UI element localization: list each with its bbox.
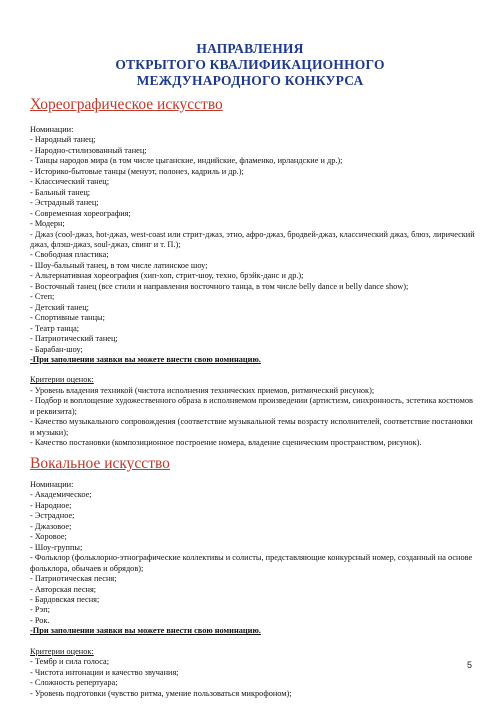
list-item: - Шоу-бальный танец, в том числе латинское шоу; (30, 260, 208, 270)
title-line-2: ОТКРЫТОГО КВАЛИФИКАЦИОННОГО (115, 57, 385, 72)
list-item: - Джазовое; (30, 521, 72, 531)
custom-nomination-note: -При заполнении заявки вы можете внести свою номинацию. (30, 626, 261, 636)
criteria-label: Критерии оценок: (30, 375, 94, 385)
list-item: - Качество музыкального сопровождения (соответствие музыкальной темы возрасту исполнителей, соответствие постановки и музыки); (30, 417, 473, 437)
list-item: - Тембр и сила голоса; (30, 657, 110, 667)
list-item: - Восточный танец (все стили и направления восточного танца, в том числе belly dance и belly dance show); (30, 281, 409, 291)
list-item: - Подбор и воплощение художественного образа в исполняемом произведении (артистизм, синхронность, эстетика костюмов и реквизита); (30, 396, 473, 416)
list-item: - Фольклор (фольклорно-этнографические коллективы и солисты, представляющие конкурсный номер, созданный на основе фольклора, обычаев и обрядов); (30, 553, 473, 573)
list-item: - Хоровое; (30, 532, 67, 542)
list-item: - Чистота интонации и качество звучания; (30, 667, 179, 677)
list-item: - Шоу-группы; (30, 542, 83, 552)
list-item: - Театр танца; (30, 323, 80, 333)
list-item: - Качество постановки (композиционное построение номера, владение сценическим пространством, рисунок). (30, 438, 422, 448)
list-item: - Патриотический танец; (30, 334, 118, 344)
criteria-label: Критерии оценок: (30, 646, 94, 656)
section-heading-choreography: Хореографическое искусство (30, 96, 223, 113)
list-item: - Современная хореография; (30, 208, 131, 218)
list-item: - Альтернативная хореография (хип-хоп, стрит-шоу, техно, брэйк-данс и др.); (30, 271, 304, 281)
list-item: - Эстрадное; (30, 511, 75, 521)
list-item: - Бальный танец; (30, 187, 91, 197)
title-line-1: НАПРАВЛЕНИЯ (196, 41, 304, 56)
list-item: - Классический танец; (30, 177, 110, 187)
section-heading-vocal: Вокальное искусство (30, 455, 170, 472)
list-item: - Уровень подготовки (чувство ритма, умение пользоваться микрофоном); (30, 688, 292, 698)
list-item: - Авторская песня; (30, 584, 97, 594)
list-item: - Бардовская песня; (30, 594, 100, 604)
list-item: - Академическое; (30, 490, 92, 500)
list-item: - Сложность репертуара; (30, 678, 118, 688)
list-item: - Патриотическая песня; (30, 574, 117, 584)
title-line-3: МЕЖДУНАРОДНОГО КОНКУРСА (136, 73, 364, 88)
list-item: - Танцы народов мира (в том числе цыганские, индийские, фламенко, ирландские и др.); (30, 156, 343, 166)
list-item: - Свободная пластика; (30, 250, 109, 260)
list-item: - Модерн; (30, 219, 65, 229)
custom-nomination-note: -При заполнении заявки вы можете внести свою номинацию. (30, 354, 261, 364)
nominations-label: Номинации: (30, 125, 74, 134)
list-item: - Рэп; (30, 605, 50, 615)
nominations-label: Номинации: (30, 480, 74, 489)
list-item: - Уровень владения техникой (чистота исполнения технических приемов, ритмический рисунок); (30, 385, 375, 395)
list-item: - Джаз (cool-джаз, hot-джаз, west-coast или стрит-джаз, этно, афро-джаз, бродвей-джаз, классический джаз, блюз, лирический джаз, флэш-джаз, soul-джаз, свинг и т. П.); (30, 229, 475, 249)
list-item: - Народное; (30, 500, 72, 510)
document-title (0, 41, 500, 89)
list-item: - Детский танец; (30, 302, 89, 312)
page-number: 5 (466, 660, 472, 670)
list-item: - Народно-стилизованный танец; (30, 145, 147, 155)
list-item: - Эстрадный танец; (30, 198, 99, 208)
section-choreography (30, 125, 475, 449)
list-item: - Спортивные танцы; (30, 313, 105, 323)
list-item: - Степ; (30, 292, 55, 302)
list-item: - Рок. (30, 615, 50, 625)
list-item: - Народный танец; (30, 135, 96, 145)
section-vocal (30, 480, 475, 699)
list-item: - Барабан-шоу; (30, 344, 83, 354)
list-item: - Историко-бытовые танцы (менуэт, полонез, кадриль и др.); (30, 166, 244, 176)
